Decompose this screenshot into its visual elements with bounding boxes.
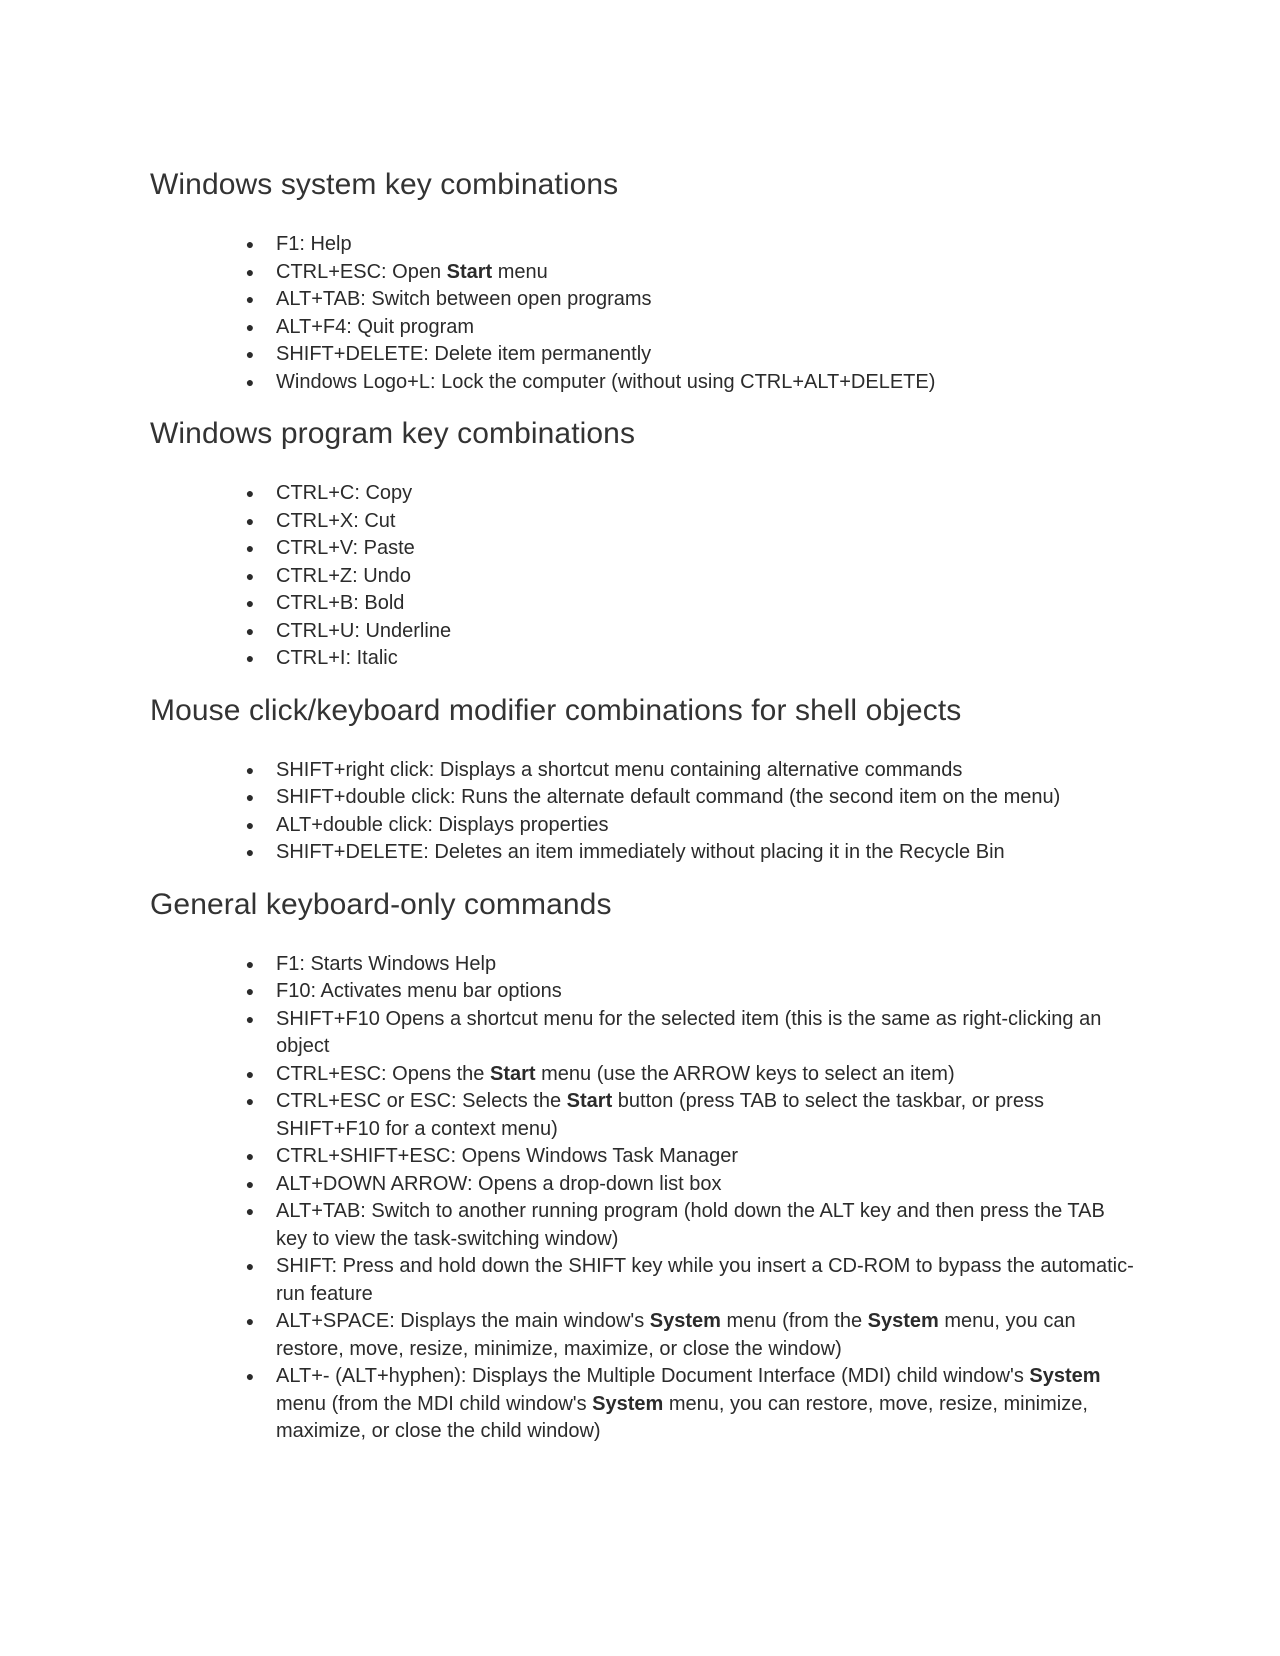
bullet-dot-icon: ● [245, 1258, 255, 1274]
bullet-dot-icon: ● [245, 622, 255, 639]
item-text: CTRL+C: Copy [276, 482, 413, 504]
section-heading: Windows system key combinations [150, 168, 619, 201]
bullet-dot-icon: ● [245, 595, 255, 611]
list-item [245, 259, 1140, 287]
list-item [245, 1308, 1140, 1363]
item-text: ALT+TAB: Switch to another running program (hold down the ALT key and then press the TAB key to view the task-switching window) [276, 1200, 1105, 1250]
item-text: ALT+DOWN ARROW: Opens a drop-down list box [276, 1172, 722, 1195]
item-text: CTRL+U: Underline [276, 619, 452, 642]
item-text: F10: Activates menu bar options [276, 980, 562, 1002]
section [150, 414, 1140, 673]
list-item [245, 480, 1140, 508]
section [150, 885, 1140, 1446]
bold-term: Start [489, 1062, 536, 1085]
bullet-dot-icon: ● [245, 263, 255, 280]
list-item [245, 563, 1140, 591]
bullet-dot-icon: ● [245, 816, 255, 833]
bullet-dot-icon: ● [245, 1203, 255, 1219]
item-text: CTRL+V: Paste [276, 537, 415, 559]
bullet-dot-icon: ● [245, 373, 255, 390]
list-item [245, 839, 1140, 867]
item-text: CTRL+ESC: Open [276, 260, 447, 283]
section [150, 691, 1140, 867]
item-text: F1: Starts Windows Help [276, 952, 497, 975]
list-item [245, 1253, 1140, 1308]
item-text: SHIFT+DELETE: Deletes an item immediately without placing it in the Recycle Bin [276, 841, 1005, 863]
bold-term: Start [566, 1090, 613, 1112]
list-item [245, 1198, 1140, 1253]
bullet-dot-icon: ● [245, 1010, 255, 1027]
bold-term: System [592, 1392, 664, 1415]
list-item [245, 341, 1140, 369]
bold-term: System [1029, 1365, 1101, 1387]
bullet-dot-icon: ● [245, 1065, 255, 1082]
bullet-dot-icon: ● [245, 955, 255, 972]
bullet-dot-icon: ● [245, 318, 255, 335]
bullet-dot-icon: ● [245, 540, 255, 556]
item-text: ALT+- (ALT+hyphen): Displays the Multiple Document Interface (MDI) child window's [276, 1365, 1030, 1387]
item-text: CTRL+I: Italic [276, 647, 398, 669]
item-text: SHIFT+DELETE: Delete item permanently [276, 343, 652, 365]
bullet-dot-icon: ● [245, 844, 255, 860]
bullet-list [150, 231, 1140, 396]
list-item [245, 314, 1140, 342]
bullet-dot-icon: ● [245, 1148, 255, 1164]
item-text: ALT+SPACE: Displays the main window's [276, 1310, 650, 1332]
item-text: F1: Help [276, 233, 352, 255]
item-text: CTRL+ESC or ESC: Selects the [276, 1090, 567, 1112]
bullet-dot-icon: ● [245, 1175, 255, 1192]
list-item [245, 369, 1140, 397]
item-text: SHIFT: Press and hold down the SHIFT key while you insert a CD-ROM to bypass the automatic-run feature [276, 1255, 1134, 1305]
list-item [245, 231, 1140, 259]
item-text: menu (from the [720, 1310, 868, 1332]
list-item [245, 508, 1140, 536]
bold-term: Start [446, 260, 493, 283]
item-text: CTRL+X: Cut [276, 509, 396, 532]
bullet-dot-icon: ● [245, 346, 255, 362]
bullet-dot-icon: ● [245, 512, 255, 529]
bullet-dot-icon: ● [245, 650, 255, 666]
item-text: ALT+F4: Quit program [276, 315, 475, 338]
bullet-dot-icon: ● [245, 485, 255, 501]
item-text: button (press TAB to select the taskbar, or press SHIFT+F10 for a context menu) [276, 1090, 1044, 1140]
bullet-dot-icon: ● [245, 236, 255, 252]
item-text: CTRL+SHIFT+ESC: Opens Windows Task Manager [276, 1145, 739, 1167]
item-text: CTRL+ESC: Opens the [276, 1062, 490, 1085]
bullet-dot-icon: ● [245, 789, 255, 805]
bold-term: System [649, 1310, 721, 1332]
section-heading: Windows program key combinations [150, 417, 636, 450]
list-item [245, 1171, 1140, 1199]
section-heading: Mouse click/keyboard modifier combinations for shell objects [150, 693, 962, 727]
list-item [245, 812, 1140, 840]
bullet-dot-icon: ● [245, 761, 255, 778]
list-item [245, 978, 1140, 1006]
item-text: menu, you can restore, move, resize, minimize, maximize, or close the child window) [276, 1392, 1088, 1442]
bullet-dot-icon: ● [245, 291, 255, 307]
item-text: Windows Logo+L: Lock the computer (without using CTRL+ALT+DELETE) [276, 370, 936, 393]
list-item [245, 1143, 1140, 1171]
list-item [245, 1061, 1140, 1089]
item-text: menu (use the ARROW keys to select an item) [535, 1062, 955, 1085]
list-item [245, 1088, 1140, 1143]
list-item [245, 535, 1140, 563]
list-item [245, 757, 1140, 785]
bullet-list [150, 757, 1140, 867]
document-page [150, 165, 1140, 1464]
item-text: CTRL+Z: Undo [276, 564, 412, 587]
item-text: ALT+TAB: Switch between open programs [276, 288, 652, 310]
item-text: SHIFT+double click: Runs the alternate default command (the second item on the menu) [276, 786, 1061, 808]
item-text: menu, you can restore, move, resize, minimize, maximize, or close the window) [276, 1310, 1076, 1360]
item-text: CTRL+B: Bold [276, 592, 405, 614]
item-text: SHIFT+F10 Opens a shortcut menu for the selected item (this is the same as right-clicking an object [276, 1007, 1102, 1057]
list-item [245, 618, 1140, 646]
bullet-list [150, 480, 1140, 673]
list-item [245, 1363, 1140, 1446]
item-text: menu (from the MDI child window's [276, 1392, 593, 1415]
bullet-dot-icon: ● [245, 983, 255, 999]
section [150, 165, 1140, 396]
bullet-dot-icon: ● [245, 1093, 255, 1109]
item-text: ALT+double click: Displays properties [276, 813, 609, 836]
item-text: menu [492, 260, 548, 283]
bold-term: System [867, 1310, 939, 1332]
section-heading: General keyboard-only commands [150, 887, 612, 921]
bullet-dot-icon: ● [245, 567, 255, 584]
list-item [245, 784, 1140, 812]
list-item [245, 951, 1140, 979]
list-item [245, 590, 1140, 618]
list-item [245, 1006, 1140, 1061]
bullet-dot-icon: ● [245, 1368, 255, 1384]
bullet-dot-icon: ● [245, 1313, 255, 1329]
list-item [245, 286, 1140, 314]
bullet-list [150, 951, 1140, 1446]
list-item [245, 645, 1140, 673]
item-text: SHIFT+right click: Displays a shortcut menu containing alternative commands [276, 758, 963, 781]
